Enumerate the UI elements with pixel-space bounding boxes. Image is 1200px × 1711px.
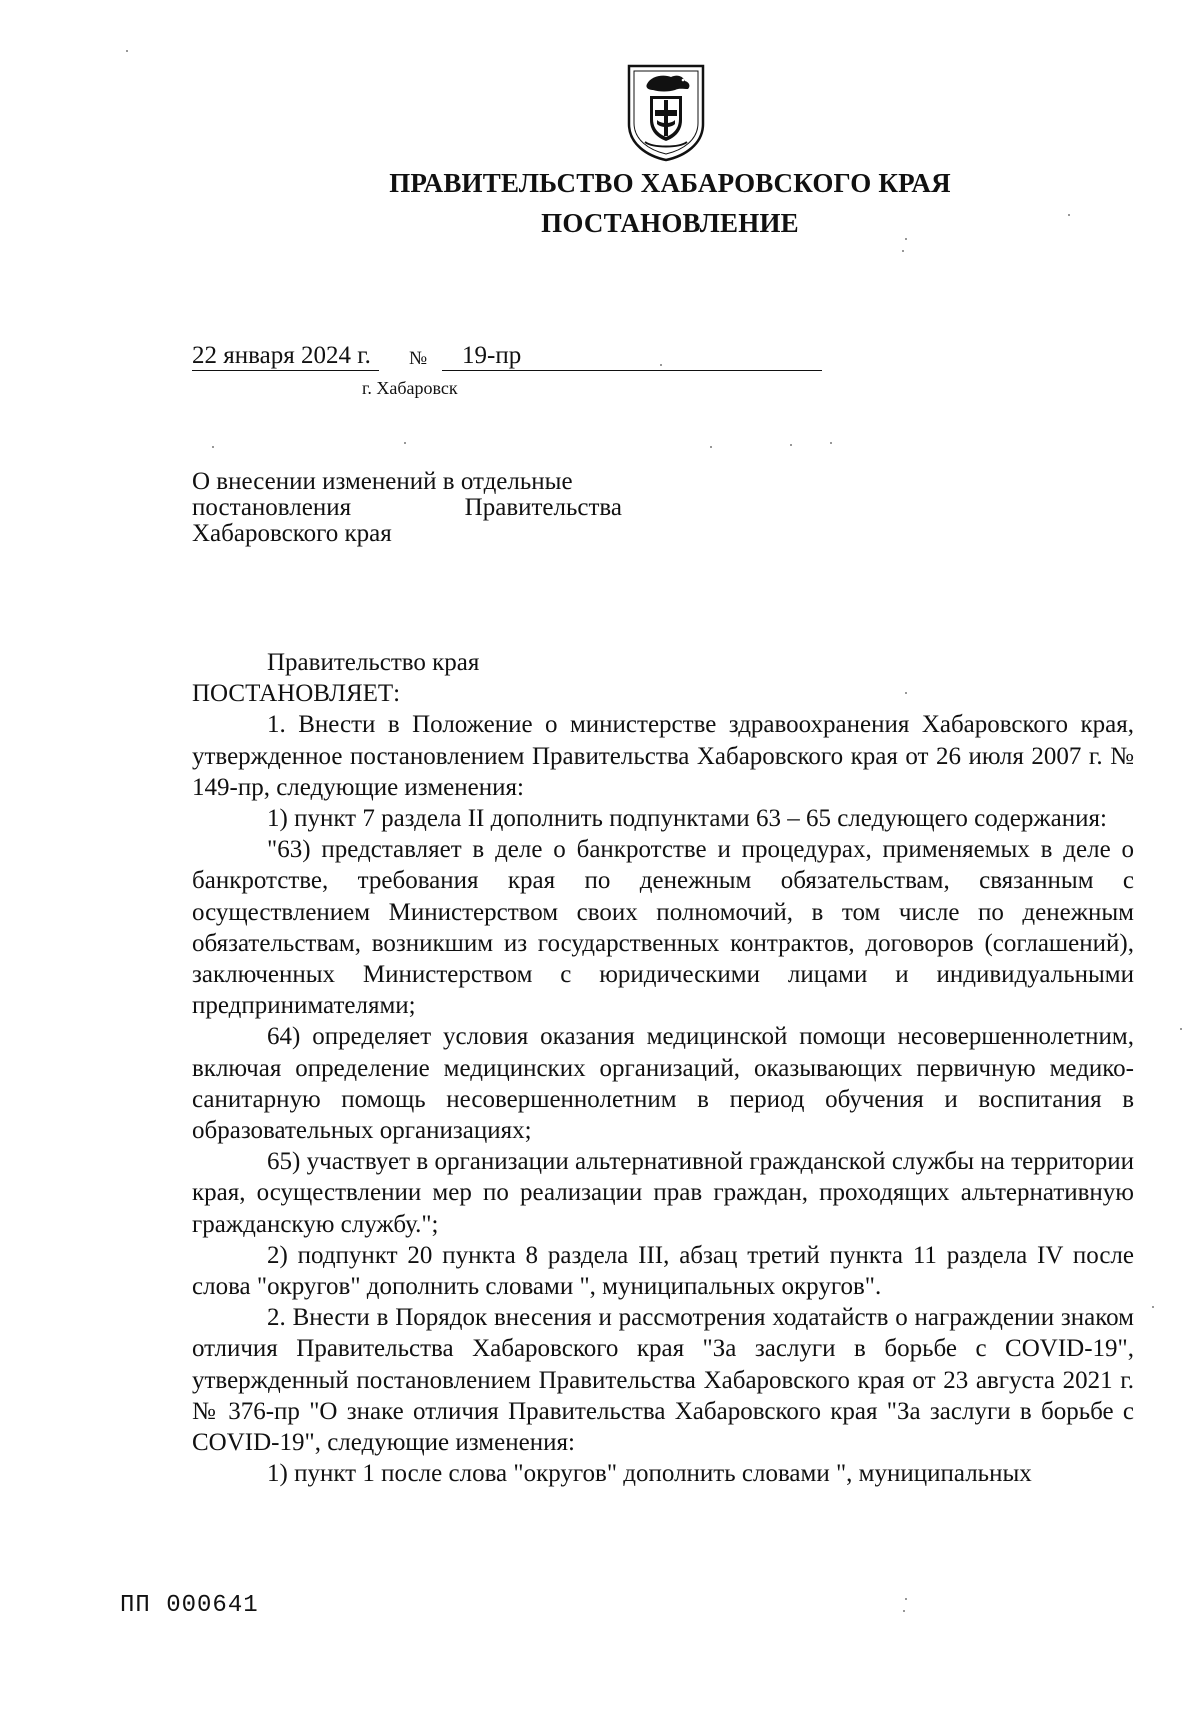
body-paragraph: 64) определяет условия оказания медицинской помощи несовершеннолетним, включая определение медицинских организаций, оказывающих первичную медико-санитарную помощь несовершеннолетним в период обучения и воспитания в образовательных организациях;	[192, 1023, 1134, 1145]
document-serial-code: ПП 000641	[120, 1592, 259, 1619]
scan-speck	[903, 1610, 905, 1612]
government-title: ПРАВИТЕЛЬСТВО ХАБАРОВСКОГО КРАЯ	[389, 168, 951, 198]
body-paragraph: 1) пункт 7 раздела II дополнить подпунктами 63 – 65 следующего содержания:	[267, 805, 1107, 833]
decree-word: ПОСТАНОВЛЯЕТ:	[192, 680, 401, 708]
document-body	[192, 647, 1134, 1489]
scan-speck	[902, 250, 904, 252]
body-paragraph: 1. Внести в Положение о министерстве здравоохранения Хабаровского края, утвержденное постановлением Правительства Хабаровского края от 26 июля 2007 г. № 149-пр, следующие изменения:	[192, 711, 1134, 801]
scan-speck	[790, 444, 792, 446]
scan-speck	[710, 446, 712, 448]
scan-speck	[1068, 214, 1070, 216]
body-paragraph: "63) представляет в деле о банкротстве и процедурах, применяемых в деле о банкротстве, требования края по денежным обязательствам, связанным с осуществлением Министерством своих полномочий, в том числе по денежным обязательствам, возникшим из государственных контрактов, договоров (соглашений), заключенных Министерством с юридическими лицами и индивидуальными предпринимателями;	[192, 836, 1134, 1020]
scan-speck	[660, 364, 662, 366]
body-paragraph: 1) пункт 1 после слова "округов" дополнить словами ", муниципальных	[267, 1460, 1032, 1488]
subject-line	[192, 495, 622, 521]
scan-speck	[126, 50, 128, 52]
scan-speck	[1152, 1306, 1154, 1308]
scan-speck	[1180, 1028, 1182, 1030]
subject-word: постановления	[192, 494, 352, 521]
document-city: г. Хабаровск	[362, 378, 458, 398]
body-paragraph: 65) участвует в организации альтернативной гражданской службы на территории края, осуществлении мер по реализации прав граждан, проходящих альтернативную гражданскую службу.";	[192, 1148, 1134, 1238]
scan-speck	[905, 1598, 907, 1600]
document-subject	[192, 469, 622, 547]
body-paragraph: 2) подпункт 20 пункта 8 раздела III, абзац третий пункта 11 раздела IV после слова "округов" дополнить словами ", муниципальных округов".	[192, 1241, 1134, 1301]
coat-of-arms-icon	[625, 62, 707, 162]
subject-line: Хабаровского края	[192, 520, 392, 547]
subject-line: О внесении изменений в отдельные	[192, 468, 573, 495]
subject-word: Правительства	[464, 494, 622, 521]
preamble-text: Правительство края	[267, 649, 480, 676]
scan-speck	[212, 446, 214, 448]
date-number-line	[192, 342, 632, 376]
document-date: 22 января 2024 г.	[192, 342, 379, 371]
document-number: 19-пр	[442, 342, 822, 371]
scan-speck	[905, 692, 907, 694]
scan-speck	[830, 442, 832, 444]
body-paragraph: 2. Внести в Порядок внесения и рассмотрения ходатайств о награждении знаком отличия Правительства Хабаровского края "За заслуги в борьбе с COVID-19", утвержденный постановлением Правительства Хабаровского края от 23 августа 2021 г. № 376-пр "О знаке отличия Правительства Хабаровского края "За заслуги в борьбе с COVID-19", следующие изменения:	[192, 1304, 1134, 1457]
scan-speck	[905, 238, 907, 240]
document-type-title: ПОСТАНОВЛЕНИЕ	[541, 208, 799, 238]
scan-speck	[404, 442, 406, 444]
number-sign: №	[409, 348, 428, 369]
